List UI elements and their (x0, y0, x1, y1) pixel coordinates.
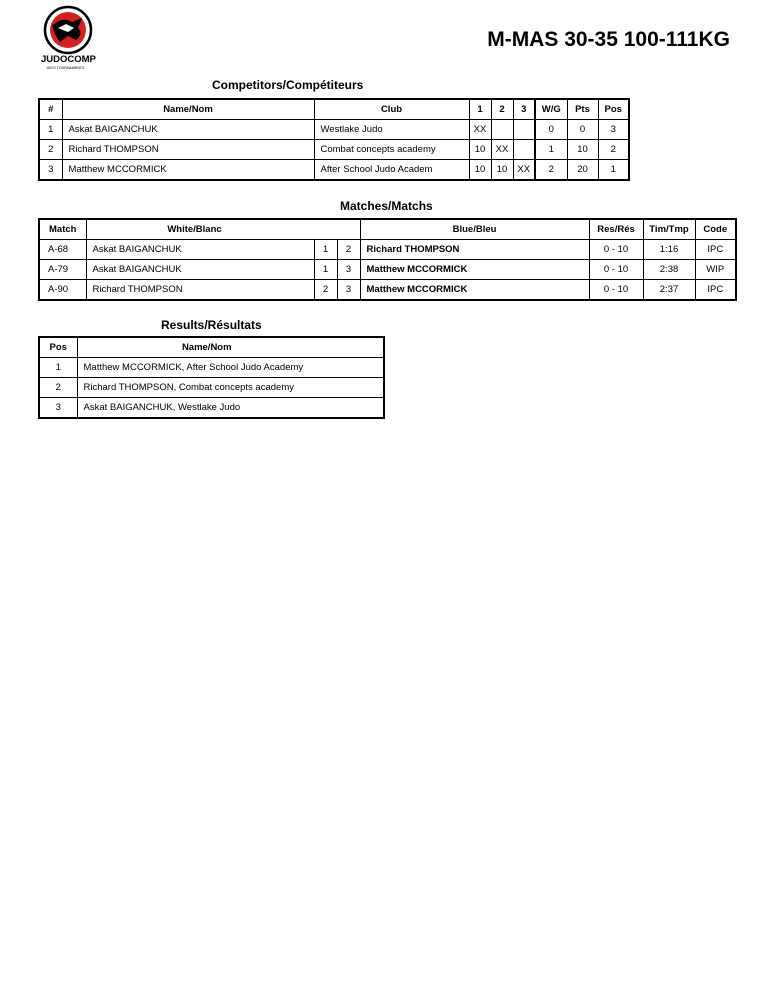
competitor-club: After School Judo Academ (314, 160, 469, 181)
col-m3: 3 (513, 99, 535, 120)
competitor-club: Westlake Judo (314, 120, 469, 140)
match-id: A-68 (39, 240, 86, 260)
judocomp-logo (38, 4, 100, 70)
competitor-pts: 0 (567, 120, 598, 140)
match-time: 2:38 (643, 260, 695, 280)
competitor-num: 1 (39, 120, 62, 140)
competitor-name: Matthew MCCORMICK (62, 160, 314, 181)
col-pos: Pos (598, 99, 629, 120)
competitor-m2: 10 (491, 160, 513, 181)
table-row (39, 120, 629, 140)
matches-title: Matches/Matchs (340, 199, 433, 213)
match-blue-num: 2 (337, 240, 360, 260)
table-row (39, 260, 736, 280)
competitor-club: Combat concepts academy (314, 140, 469, 160)
result-pos: 1 (39, 358, 77, 378)
competitor-m3: XX (513, 160, 535, 181)
competitor-m2: XX (491, 140, 513, 160)
table-row (39, 280, 736, 301)
match-white: Askat BAIGANCHUK (86, 260, 314, 280)
competitors-header-row (39, 99, 629, 120)
results-header-row (39, 337, 384, 358)
col-code: Code (695, 219, 736, 240)
col-m1: 1 (469, 99, 491, 120)
table-row (39, 398, 384, 419)
col-club: Club (314, 99, 469, 120)
match-blue: Matthew MCCORMICK (360, 280, 589, 301)
logo-text: JUDOCOMP (41, 54, 96, 65)
col-name: Name/Nom (62, 99, 314, 120)
match-blue: Richard THOMPSON (360, 240, 589, 260)
match-blue: Matthew MCCORMICK (360, 260, 589, 280)
matches-table (38, 218, 737, 301)
table-row (39, 240, 736, 260)
col-num: # (39, 99, 62, 120)
results-table (38, 336, 385, 419)
competitor-pos: 2 (598, 140, 629, 160)
competitor-name: Richard THOMPSON (62, 140, 314, 160)
logo-subtext: JUDO TOURNAMENTS (46, 66, 85, 70)
competitor-num: 3 (39, 160, 62, 181)
col-pts: Pts (567, 99, 598, 120)
competitor-name: Askat BAIGANCHUK (62, 120, 314, 140)
match-result: 0 - 10 (589, 260, 643, 280)
result-pos: 2 (39, 378, 77, 398)
competitor-pos: 1 (598, 160, 629, 181)
competitor-pts: 10 (567, 140, 598, 160)
competitor-m1: XX (469, 120, 491, 140)
competitor-num: 2 (39, 140, 62, 160)
match-white: Richard THOMPSON (86, 280, 314, 301)
result-pos: 3 (39, 398, 77, 419)
competitor-m1: 10 (469, 160, 491, 181)
col-match: Match (39, 219, 86, 240)
match-code: IPC (695, 240, 736, 260)
match-white-num: 1 (314, 260, 337, 280)
match-result: 0 - 10 (589, 240, 643, 260)
competitor-m3 (513, 140, 535, 160)
competitor-wg: 2 (535, 160, 567, 181)
table-row (39, 358, 384, 378)
col-time: Tim/Tmp (643, 219, 695, 240)
competitor-m3 (513, 120, 535, 140)
competitor-pts: 20 (567, 160, 598, 181)
competitor-m1: 10 (469, 140, 491, 160)
competitor-wg: 0 (535, 120, 567, 140)
match-time: 2:37 (643, 280, 695, 301)
match-white-num: 1 (314, 240, 337, 260)
match-code: IPC (695, 280, 736, 301)
results-title: Results/Résultats (161, 318, 262, 332)
col-res: Res/Rés (589, 219, 643, 240)
table-row (39, 378, 384, 398)
table-row (39, 160, 629, 181)
col-white: White/Blanc (86, 219, 360, 240)
match-blue-num: 3 (337, 280, 360, 301)
result-name: Richard THOMPSON, Combat concepts academy (77, 378, 384, 398)
col-wg: W/G (535, 99, 567, 120)
col-name: Name/Nom (77, 337, 384, 358)
competitors-table (38, 98, 630, 181)
col-blue: Blue/Bleu (360, 219, 589, 240)
competitor-pos: 3 (598, 120, 629, 140)
match-result: 0 - 10 (589, 280, 643, 301)
match-white: Askat BAIGANCHUK (86, 240, 314, 260)
competitor-wg: 1 (535, 140, 567, 160)
matches-header-row (39, 219, 736, 240)
col-m2: 2 (491, 99, 513, 120)
col-pos: Pos (39, 337, 77, 358)
match-time: 1:16 (643, 240, 695, 260)
result-name: Matthew MCCORMICK, After School Judo Academy (77, 358, 384, 378)
match-id: A-79 (39, 260, 86, 280)
competitor-m2 (491, 120, 513, 140)
match-id: A-90 (39, 280, 86, 301)
event-title: M-MAS 30-35 100-111KG (487, 28, 730, 51)
table-row (39, 140, 629, 160)
match-code: WIP (695, 260, 736, 280)
match-blue-num: 3 (337, 260, 360, 280)
competitors-title: Competitors/Compétiteurs (212, 78, 364, 92)
match-white-num: 2 (314, 280, 337, 301)
result-name: Askat BAIGANCHUK, Westlake Judo (77, 398, 384, 419)
